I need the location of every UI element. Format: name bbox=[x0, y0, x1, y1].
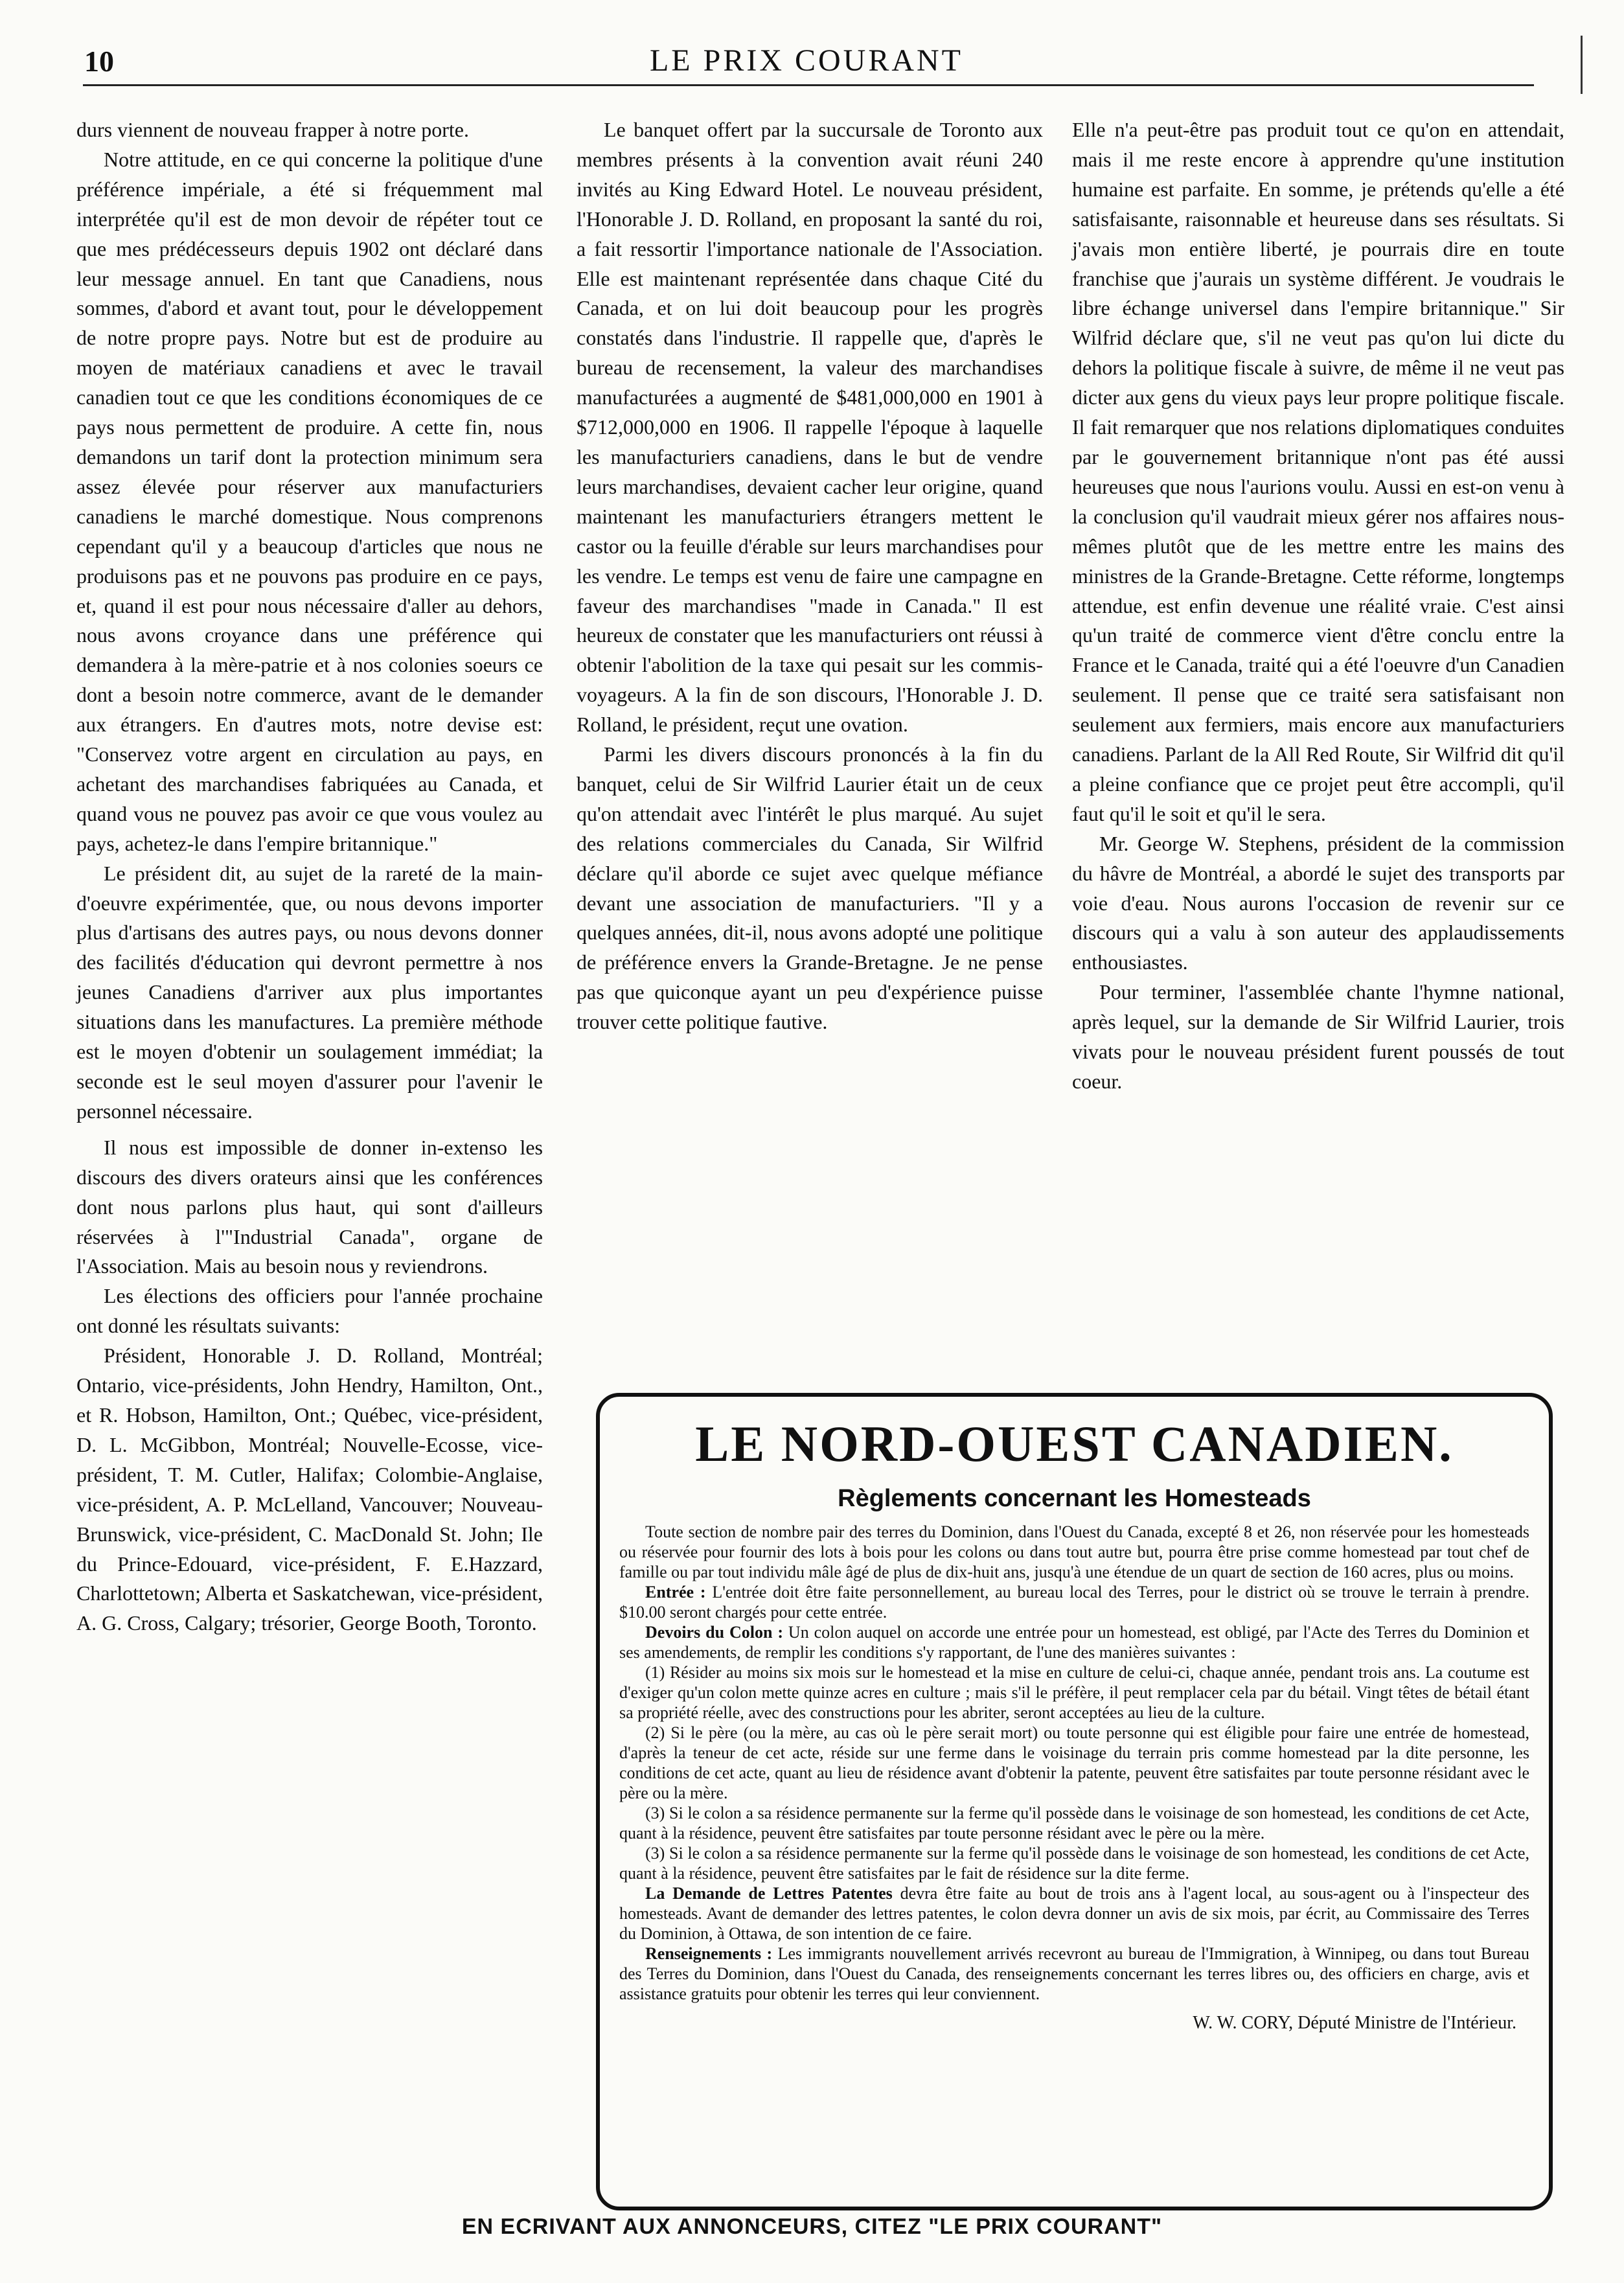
paragraph: Parmi les divers discours prononcés à la fin du banquet, celui de Sir Wilfrid Laurier était un de ceux qu'on attendait avec l'intérêt le plus marqué. Au sujet des relations commerciales du Canada, Sir Wilfrid déclare qu'il aborde ce sujet avec quelque méfiance devant une association de manufacturiers. "Il y a quelques années, dit-il, nous avons adopté une politique de préférence envers la Grande-Bretagne. Je ne pense pas que quiconque ayant un peu d'expérience puisse trouver cette politique fautive. bbox=[577, 742, 1043, 1034]
article-column-3 bbox=[1072, 115, 1564, 1366]
ad-signature: W. W. CORY, Député Ministre de l'Intérieur. bbox=[1193, 2013, 1516, 2033]
paragraph: Notre attitude, en ce qui concerne la politique d'une préférence impériale, a été si fréquemment mal interprétée qu'il est de mon devoir de répéter tout ce que mes prédécesseurs depuis 1902 ont déclaré dans leur message annuel. En tant que Canadiens, nous sommes, d'abord et avant tout, pour le développement de notre propre pays. Notre but est de produire au moyen de matériaux canadiens et avec le travail canadien tout ce que les conditions économiques de ce pays nous permettent de produire. A cette fin, nous demandons un tarif dont la protection minimum sera assez élevée pour réserver aux manufacturiers canadiens le marché domestique. Nous comprenons cependant qu'il y a beaucoup d'articles que nous ne produisons pas et ne pouvons pas produire en ce pays, et, quand il est pour nous nécessaire d'aller au dehors, nous avons croyance dans une préférence qui demandera à la mère-patrie et à nos colonies soeurs ce dont a besoin notre commerce, avant de le demander aux étrangers. En d'autres mots, notre devise est: "Conservez votre argent en circulation au pays, en achetant des marchandises fabriquées au Canada, et quand vous ne pouvez pas avoir ce que vous voulez au pays, achetez-le dans l'empire britannique." bbox=[76, 147, 543, 855]
page-footer: EN ECRIVANT AUX ANNONCEURS, CITEZ "LE PRIX COURANT" bbox=[461, 2214, 1163, 2239]
page-number: 10 bbox=[84, 45, 114, 78]
paragraph: Le banquet offert par la succursale de Toronto aux membres présents à la convention avait réuni 240 invités au King Edward Hotel. Le nouveau président, l'Honorable J. D. Rolland, en proposant la santé du roi, a fait ressortir l'importance nationale de l'Association. Elle est maintenant représentée dans chaque Cité du Canada, et on lui doit beaucoup pour les progrès constatés dans l'industrie. Il rappelle que, d'après le bureau de recensement, la valeur des marchandises manufacturées a augmenté de $481,000,000 en 1901 à $712,000,000 en 1906. Il rappelle l'époque à laquelle les manufacturiers canadiens, dans le but de vendre leurs marchandises, devaient cacher leur origine, quand maintenant les manufacturiers étrangers mettent le castor ou la feuille d'érable sur leurs marchandises pour les vendre. Le temps est venu de faire une campagne en faveur des marchandises "made in Canada." Il est heureux de constater que les manufacturiers ont réussi à obtenir l'abolition de la taxe qui pesait sur les commis-voyageurs. A la fin de son discours, l'Honorable J. D. Rolland, le président, reçut une ovation. bbox=[577, 118, 1043, 737]
article-column-2 bbox=[577, 115, 1043, 1366]
header-rule bbox=[83, 84, 1534, 86]
publication-title: LE PRIX COURANT bbox=[649, 43, 963, 78]
ad-renseignements bbox=[619, 1944, 1529, 2004]
ad-condition-4: (3) Si le colon a sa résidence permanente sur la ferme qu'il possède dans le voisinage de son homestead, les conditions de cet Acte, quant à la résidence, peuvent être satisfaites par le fait de résidence sur la dite ferme. bbox=[619, 1844, 1529, 1883]
ad-renseignements-text: Les immigrants nouvellement arrivés recevront au bureau de l'Immigration, à Winnipeg, ou dans tout Bureau des Terres du Dominion, dans l'Ouest du Canada, des renseignements concernant les terres libres ou, des officiers en charge, avis et assistance gratuits pour obtenir les terres qui leur conviennent. bbox=[619, 1944, 1529, 2003]
ad-devoirs-text: Un colon auquel on accorde une entrée pour un homestead, est obligé, par l'Acte des Terres du Dominion et ses amendements, de remplir les conditions s'y rapportant, de l'une des manières suivantes : bbox=[619, 1623, 1529, 1662]
page-header bbox=[84, 40, 1529, 86]
officers-list: Président, Honorable J. D. Rolland, Montréal; Ontario, vice-présidents, John Hendry, Hamilton, Ont., et R. Hobson, Hamilton, Ont.; Québec, vice-président, D. L. McGibbon, Montréal; Nouvelle-Ecosse, vice-président, T. M. Cutler, Halifax; Colombie-Anglaise, vice-président, A. P. McLelland, Vancouver; Nouveau-Brunswick, vice-président, C. MacDonald St. John; Ile du Prince-Edouard, vice-président, F. E.Hazzard, Charlottetown; Alberta et Saskatchewan, vice-président, A. G. Cross, Calgary; trésorier, George Booth, Toronto. bbox=[76, 1344, 543, 1635]
paragraph: durs viennent de nouveau frapper à notre porte. bbox=[76, 118, 469, 141]
paragraph: Pour terminer, l'assemblée chante l'hymne national, après lequel, sur la demande de Sir Wilfrid Laurier, trois vivats pour le nouveau président furent poussés de tout coeur. bbox=[1072, 980, 1564, 1093]
ad-renseignements-label: Renseignements : bbox=[645, 1944, 773, 1963]
ad-intro: Toute section de nombre pair des terres du Dominion, dans l'Ouest du Canada, excepté 8 et 26, non réservée pour les homesteads ou réservée pour fournir des lots à bois pour les colons ou dans tout autre but, pourra être prise comme homestead par tout chef de famille ou par tout individu mâle âgé de plus de dix-huit ans, jusqu'à une étendue de un quart de section de 160 acres, plus ou moins. bbox=[619, 1522, 1529, 1581]
ad-entree-text: L'entrée doit être faite personnellement, au bureau local des Terres, pour le district où se trouve le terrain à prendre. $10.00 seront chargés pour cette entrée. bbox=[619, 1583, 1530, 1622]
ad-demande-label: La Demande de Lettres Patentes bbox=[645, 1884, 893, 1903]
paragraph: Il nous est impossible de donner in-extenso les discours des divers orateurs ainsi que les conférences dont nous parlons plus haut, qui sont d'ailleurs réservées à l'"Industrial Canada", organe de l'Association. Mais au besoin nous y reviendrons. bbox=[76, 1135, 543, 1278]
paragraph: Les élections des officiers pour l'année prochaine ont donné les résultats suivants: bbox=[76, 1284, 543, 1338]
ad-devoirs-label: Devoirs du Colon : bbox=[645, 1623, 783, 1642]
ad-condition-1: (1) Résider au moins six mois sur le homestead et la mise en culture de celui-ci, chaque année, pendant trois ans. La coutume est d'exiger qu'un colon mette quinze acres en culture ; mais s'il le préfère, il peut remplacer cela par du bétail. Vingt têtes de bétail étant sa propriété réelle, avec des constructions pour les abriter, seront acceptées au lieu de la culture. bbox=[619, 1663, 1529, 1722]
ad-devoirs bbox=[619, 1622, 1529, 1662]
ad-title: LE NORD-OUEST CANADIEN. bbox=[695, 1416, 1454, 1472]
ad-condition-3: (3) Si le colon a sa résidence permanente sur la ferme qu'il possède dans le voisinage de son homestead, les conditions de cet Acte, quant à la résidence, peuvent être satisfaites par toute personne résidant avec le père ou la mère. bbox=[619, 1804, 1529, 1842]
article-column-1 bbox=[76, 115, 543, 2201]
ad-entree bbox=[619, 1582, 1529, 1622]
paragraph: Mr. George W. Stephens, président de la commission du hâvre de Montréal, a abordé le sujet des transports par voie d'eau. Nous aurons l'occasion de revenir sur ce discours qui a valu à son auteur des applaudissements enthousiastes. bbox=[1072, 831, 1564, 974]
margin-rule bbox=[1581, 36, 1583, 94]
homestead-advertisement bbox=[596, 1393, 1553, 2210]
paragraph: Le président dit, au sujet de la rareté de la main-d'oeuvre expérimentée, que, ou nous devons importer plus d'artisans des autres pays, ou nous devons donner des facilités d'éducation qui devront permettre à nos jeunes Canadiens d'arriver aux plus importantes situations dans les manufactures. La première méthode est le moyen d'obtenir un soulagement immédiat; la seconde est le seul moyen d'assurer pour l'avenir le personnel nécessaire. bbox=[76, 861, 543, 1123]
ad-demande-text: devra être faite au bout de trois ans à l'agent local, au sous-agent ou à l'inspecteur des homesteads. Avant de demander des lettres patentes, le colon devra donner un avis de six mois, par écrit, au Commissaire des Terres du Dominion, à Ottawa, de son intention de ce faire. bbox=[619, 1884, 1530, 1943]
ad-subtitle: Règlements concernant les Homesteads bbox=[838, 1485, 1311, 1512]
ad-condition-2: (2) Si le père (ou la mère, au cas où le père serait mort) ou toute personne qui est éligible pour faire une entrée de homestead, d'après la teneur de cet acte, réside sur une ferme dans le voisinage du terrain pris comme homestead par la dite personne, les conditions de cet acte, quant au lieu de résidence avant d'obtenir la patente, peuvent être satisfaites par toute personne résidant avec le père ou la mère. bbox=[619, 1723, 1529, 1802]
paragraph: Elle n'a peut-être pas produit tout ce qu'on en attendait, mais il me reste encore à apprendre qu'une institution humaine est parfaite. En somme, je prétends qu'elle a été satisfaisante, raisonnable et heureuse dans ses résultats. Si j'avais mon entière liberté, je pourrais dire en toute franchise que j'aurais un système différent. Je voudrais le libre échange universel dans l'empire britannique." Sir Wilfrid déclare que, s'il ne veut pas qu'on lui dicte du dehors la politique fiscale à suivre, de même il ne veut pas dicter aux gens du vieux pays leur propre politique fiscale. Il fait remarquer que nos relations diplomatiques conduites par le gouvernement britannique n'ont pas été aussi heureuses que nous l'aurions voulu. Aussi en est-on venu à la conclusion qu'il vaudrait mieux gérer nos affaires nous-mêmes plutôt que de les mettre entre les mains des ministres de la Grande-Bretagne. Cette réforme, longtemps attendue, est enfin devenue une réalité vraie. C'est ainsi qu'un traité de commerce vient d'être conclu entre la France et le Canada, traité qui a été l'oeuvre d'un Canadien seulement. Il pense que ce traité sera satisfaisant non seulement aux fermiers, mais encore aux manufacturiers canadiens. Parlant de la All Red Route, Sir Wilfrid dit qu'il a pleine confiance que ce projet peut être accompli, qu'il faut qu'il le soit et qu'il le sera. bbox=[1072, 118, 1564, 825]
ad-entree-label: Entrée : bbox=[645, 1583, 706, 1601]
ad-demande bbox=[619, 1883, 1529, 1944]
